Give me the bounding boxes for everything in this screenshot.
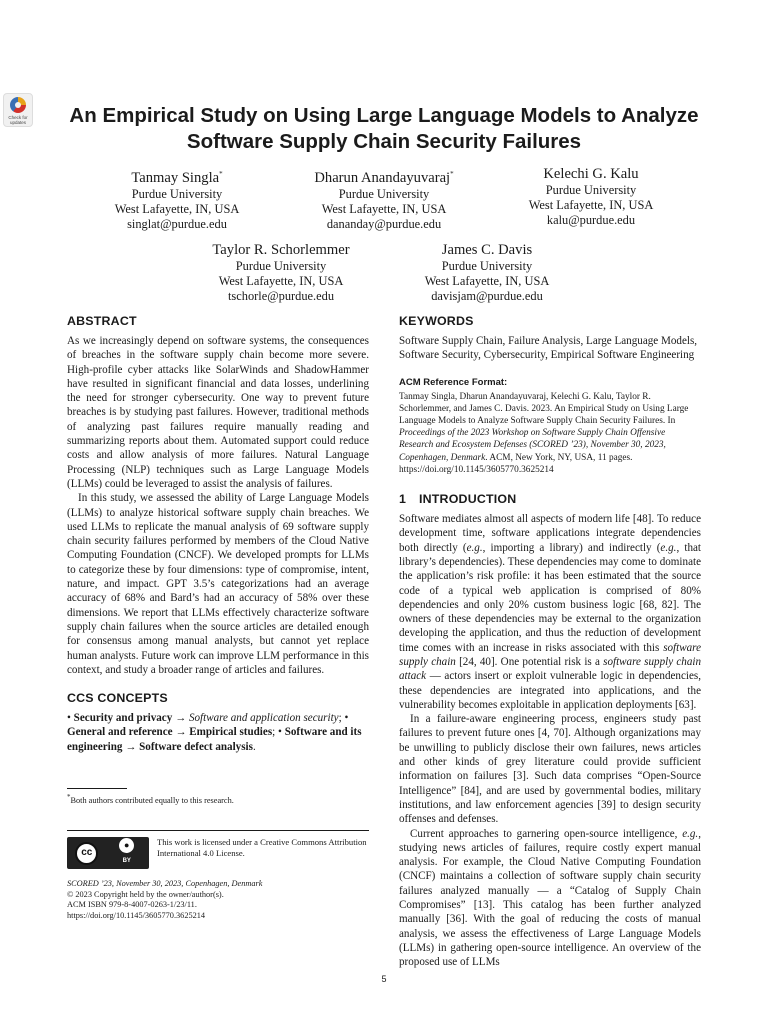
author-location: West Lafayette, IN, USA xyxy=(424,274,550,288)
intro-text: Current approaches to garnering open-source intelligence, xyxy=(410,827,683,840)
intro-text: [24, 40]. One potential risk is a xyxy=(455,655,604,668)
author-name: James C. Davis xyxy=(441,242,533,258)
right-column xyxy=(399,314,701,970)
intro-emphasis: software supply chain xyxy=(399,641,701,668)
author-name: Dharun Anandayuvaraj xyxy=(314,169,451,186)
intro-paragraph xyxy=(399,512,701,712)
reference-venue: Proceedings of the 2023 Workshop on Software Supply Chain Offensive Research and Ecosystem Defenses (SCORED ’23), November 30, 2023, Copenhagen, Denmark xyxy=(399,428,666,463)
author-email: davisjam@purdue.edu xyxy=(431,289,543,303)
by-icon xyxy=(113,838,141,868)
author-affiliation: Purdue University xyxy=(131,186,223,201)
reference-tail: . ACM, New York, NY, USA, 11 pages. https://doi.org/10.1145/3605770.3625214 xyxy=(399,452,633,475)
ccs-bullet: • xyxy=(344,712,349,725)
footnote xyxy=(67,793,369,806)
badge-label: Check for updates xyxy=(8,115,28,125)
author-name: Taylor R. Schorlemmer xyxy=(212,242,350,258)
intro-eg: e.g. xyxy=(660,541,677,554)
equal-contribution-mark: * xyxy=(450,170,454,178)
author-block xyxy=(274,166,494,232)
ccs-concept-head: General and reference xyxy=(67,726,173,739)
author-location: West Lafayette, IN, USA xyxy=(114,201,240,216)
intro-text: Software mediates almost all aspects of modern life [48]. To reduce development time, software applications integrate dependencies both directly ( xyxy=(399,513,701,554)
ccs-concept-item: Software defect analysis xyxy=(139,740,253,753)
author-location: West Lafayette, IN, USA xyxy=(528,198,654,212)
ccs-bullet: • xyxy=(67,712,71,725)
ccs-concept-head: Security and privacy xyxy=(73,712,173,725)
footnote-area xyxy=(67,788,369,806)
author-email: tschorle@purdue.edu xyxy=(227,289,335,303)
conference-info xyxy=(67,879,369,921)
intro-eg: e.g. xyxy=(682,827,699,840)
author-name: Kelechi G. Kalu xyxy=(543,166,639,182)
footnote-rule xyxy=(67,788,127,789)
author-block xyxy=(481,166,701,228)
introduction-heading xyxy=(399,492,701,507)
copyright-line: © 2023 Copyright held by the owner/author(s). xyxy=(67,889,224,899)
doi-link[interactable]: https://doi.org/10.1145/3605770.3625214 xyxy=(67,911,206,921)
section-title: INTRODUCTION xyxy=(419,492,517,507)
author-block xyxy=(67,166,287,232)
author-name: Tanmay Singla xyxy=(131,169,220,186)
abstract-paragraph: As we increasingly depend on software systems, the consequences of breaches in the software supply chain become more severe. High-profile cyber attacks like SolarWinds and ShadowHammer have resulted in significant financial and data losses, underlining the need for stronger cybersecurity. One way to prevent future breaches is by studying past failures. However, traditional methods of analyzing past failures require manually reading and summarizing reports about them. Automated support could reduce costs and allow analysis of more failures. Natural Language Processing (NLP) techniques such as Large Language Models (LLMs) could be leveraged to assist the analysis of failures. xyxy=(67,335,369,490)
ccs-arrow: → xyxy=(125,740,137,753)
intro-text: — actors insert or exploit vulnerable logic in dependencies, these dependencies are integrated into applications, and the vulnerability becomes exploitable in application deployments [63]. xyxy=(399,670,701,711)
ccs-concept-item: Software and application security xyxy=(188,712,339,725)
person-icon: ● xyxy=(119,838,134,853)
check-for-updates-badge[interactable] xyxy=(3,93,33,127)
ccs-arrow: → xyxy=(175,726,187,739)
isbn-line: ACM ISBN 979-8-4007-0263-1/23/11. xyxy=(67,900,197,910)
intro-emphasis: software supply chain attack xyxy=(399,655,702,683)
author-affiliation: Purdue University xyxy=(338,186,430,201)
acm-reference-text xyxy=(399,391,701,476)
author-affiliation: Purdue University xyxy=(235,259,327,273)
keywords-text: Software Supply Chain, Failure Analysis, Large Language Models, Software Security, Cybersecurity, Empirical Software Engineering xyxy=(399,335,698,362)
intro-text: , importing a library) and indirectly ( xyxy=(482,541,661,554)
abstract-paragraph: In this study, we assessed the ability of Large Language Models (LLMs) to analyze historical software supply chain breaches. We used LLMs to replicate the manual analysis of 69 software supply chain security failures performed by members of the Cloud Native Computing Foundation (CNCF). We developed prompts for LLMs to categorize these by four dimensions: type of compromise, intent, nature, and impact. GPT 3.5’s categorizations had an average accuracy of 68% and Bard’s had an accuracy of 58% over these dimensions. We report that LLMs effectively characterize software supply chain failures when the source articles are detailed enough for consensus among manual analysts, but cannot yet replace human analysts. Future work can improve LLM performance in this context, and study a broader range of articles and failures. xyxy=(67,492,369,676)
conference-line: SCORED ’23, November 30, 2023, Copenhagen, Denmark xyxy=(67,879,263,889)
ccs-heading: CCS CONCEPTS xyxy=(67,691,168,706)
equal-contribution-mark: * xyxy=(219,170,223,178)
ccs-bullet: • xyxy=(278,726,282,739)
ccs-arrow: → xyxy=(175,712,187,725)
ccs-concept-head: Software and its engineering xyxy=(67,726,362,753)
keywords-heading: KEYWORDS xyxy=(399,314,474,328)
intro-paragraph xyxy=(399,827,701,970)
license-text: This work is licensed under a Creative Commons Attribution International 4.0 License. xyxy=(157,837,367,859)
author-location: West Lafayette, IN, USA xyxy=(218,274,344,288)
author-affiliation: Purdue University xyxy=(545,183,637,197)
author-block xyxy=(377,242,597,304)
intro-paragraph: In a failure-aware engineering process, engineers study past failures to prevent future ones [4, 70]. Although organizations may be unwilling to publicly disclose their own failures, news articles and other kinds of grey literature could provide sufficient information on failures [3]. Such data comprises “Open-Source Intelligence” [84], and are used by governmental bodies, military institutions, and law enforcement agencies [39] to design security offenses and defenses. xyxy=(399,713,701,826)
license-block xyxy=(67,830,369,869)
section-number: 1 xyxy=(399,492,407,507)
footnote-text: Both authors contributed equally to this research. xyxy=(70,795,234,805)
cc-icon: cc xyxy=(75,842,98,865)
author-location: West Lafayette, IN, USA xyxy=(321,201,447,216)
paper-title: An Empirical Study on Using Large Language Models to Analyze Software Supply Chain Security Failures xyxy=(69,104,699,153)
left-column xyxy=(67,314,369,922)
author-block xyxy=(171,242,391,304)
abstract-heading: ABSTRACT xyxy=(67,314,137,328)
intro-text: , that library’s dependencies). These dependencies may come to dominate the application’s risk profile: it has been estimated that the source code of a typical web application is comprised of 80% dependencies and only 20% custom business logic [68, 82]. The owners of these dependencies may be external to the organization developing the application, and thus the reduction of development time comes with an increase in risks associated with this xyxy=(399,541,702,654)
acm-reference-heading: ACM Reference Format: xyxy=(399,376,508,388)
ccs-concept-item: Empirical studies xyxy=(189,726,273,739)
ccs-concepts xyxy=(67,711,369,754)
reference-body: Tanmay Singla, Dharun Anandayuvaraj, Kelechi G. Kalu, Taylor R. Schorlemmer, and James C. Davis. 2023. An Empirical Study on Using Large Language Models to Analyze Software Supply Chain Security Failures. In xyxy=(399,391,689,426)
by-label: BY xyxy=(122,858,131,865)
author-email: kalu@purdue.edu xyxy=(546,213,636,227)
author-affiliation: Purdue University xyxy=(441,259,533,273)
ccs-end: . xyxy=(252,740,256,753)
ccs-separator: ; xyxy=(338,712,342,725)
page-number: 5 xyxy=(381,974,387,984)
ccs-separator: ; xyxy=(272,726,276,739)
author-email: singlat@purdue.edu xyxy=(127,216,227,231)
crossmark-icon xyxy=(10,97,26,113)
footnote-mark: * xyxy=(67,794,71,802)
intro-eg: e.g. xyxy=(466,541,483,554)
intro-text: , studying news articles of failures, require costly expert manual analysis. For example, the Cloud Native Computing Foundation (CNCF) maintains a collection of software supply chain security failures analyzed manually — a “Catalog of Supply Chain Compromises” [13]. This catalog has been further analyzed manually [36]. With the goal of reducing the costs of manual analysis, we assess the effectiveness of Large Language Models (LLMs) in gathering open-source intelligence. An overview of the proposed use of LLMs xyxy=(399,827,701,969)
cc-by-license-icon[interactable] xyxy=(67,837,149,869)
author-email: dananday@purdue.edu xyxy=(326,216,442,231)
